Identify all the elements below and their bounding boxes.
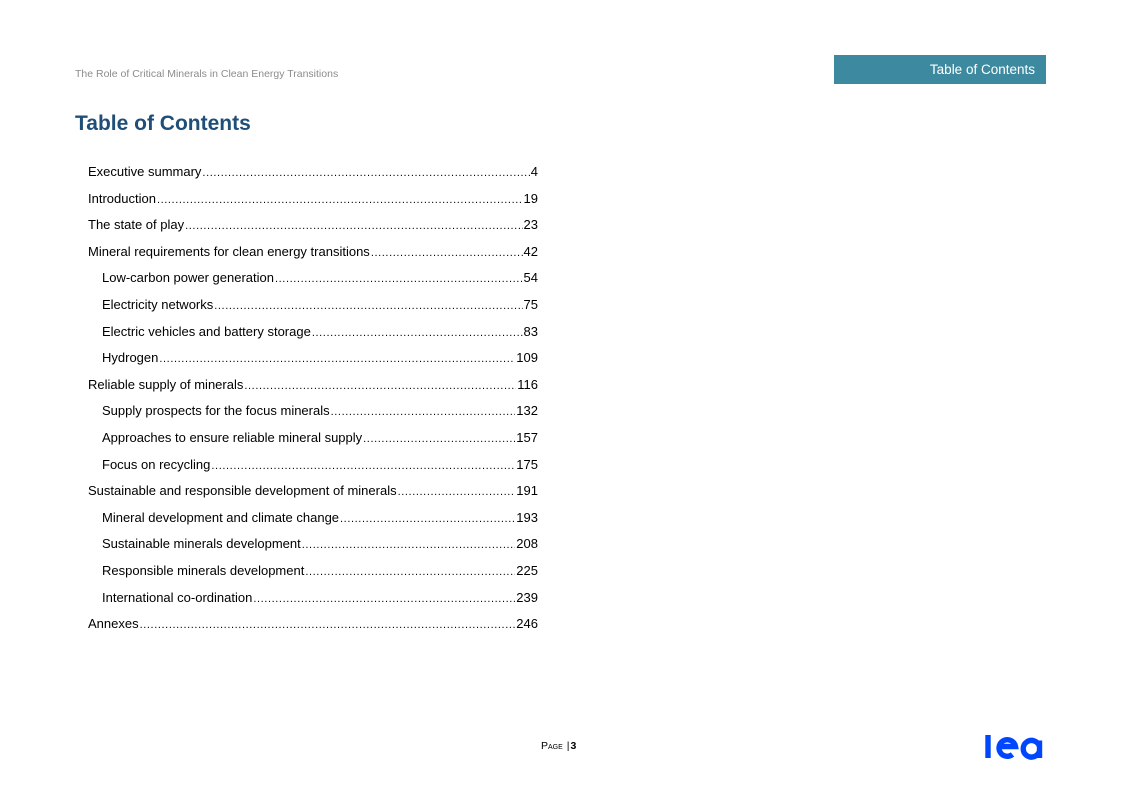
toc-entry-page: 157 bbox=[516, 429, 538, 445]
running-header-title: The Role of Critical Minerals in Clean Energy Transitions bbox=[75, 68, 339, 80]
section-tab: Table of Contents bbox=[834, 55, 1046, 84]
toc-subentry[interactable] bbox=[88, 267, 538, 294]
toc-entry-page: 225 bbox=[516, 562, 538, 578]
toc-entry-title: Focus on recycling bbox=[102, 456, 211, 472]
toc-entry[interactable] bbox=[88, 613, 538, 640]
toc-dot-leader bbox=[253, 589, 515, 610]
toc-entry-title: Annexes bbox=[88, 616, 139, 632]
toc-subentry[interactable] bbox=[88, 347, 538, 374]
toc-entry-title: Sustainable minerals development bbox=[102, 536, 301, 552]
toc-dot-leader bbox=[202, 163, 529, 184]
toc-entry-title: International co-ordination bbox=[102, 589, 253, 605]
toc-entry-page: 19 bbox=[523, 190, 538, 206]
toc-entry-title: Low-carbon power generation bbox=[102, 270, 274, 286]
toc-dot-leader bbox=[312, 323, 523, 344]
toc-entry-title: The state of play bbox=[88, 217, 185, 233]
toc-subentry[interactable] bbox=[88, 400, 538, 427]
page-title: Table of Contents bbox=[75, 112, 251, 135]
toc-entry-title: Approaches to ensure reliable mineral supply bbox=[102, 429, 363, 445]
toc-entry[interactable] bbox=[88, 161, 538, 188]
toc-entry-title: Sustainable and responsible development of minerals bbox=[88, 483, 397, 499]
toc-subentry[interactable] bbox=[88, 507, 538, 534]
toc-dot-leader bbox=[302, 535, 516, 556]
toc-dot-leader bbox=[211, 456, 515, 477]
toc-entry-page: 191 bbox=[516, 483, 538, 499]
toc-entry-page: 239 bbox=[516, 589, 538, 605]
toc-entry-title: Reliable supply of minerals bbox=[88, 376, 244, 392]
toc-dot-leader bbox=[244, 376, 516, 397]
toc-entry-title: Hydrogen bbox=[102, 350, 159, 366]
toc-entry-page: 175 bbox=[516, 456, 538, 472]
page-number: 3 bbox=[570, 740, 577, 752]
toc-entry[interactable] bbox=[88, 374, 538, 401]
toc-entry-page: 42 bbox=[523, 243, 538, 259]
toc-entry-page: 75 bbox=[523, 296, 538, 312]
page-footer bbox=[541, 740, 576, 752]
toc-entry-page: 208 bbox=[516, 536, 538, 552]
toc-dot-leader bbox=[363, 429, 515, 450]
toc-dot-leader bbox=[371, 243, 523, 264]
toc-subentry[interactable] bbox=[88, 560, 538, 587]
toc-entry-title: Electricity networks bbox=[102, 296, 214, 312]
toc-dot-leader bbox=[159, 349, 515, 370]
toc-dot-leader bbox=[331, 402, 516, 423]
toc-entry-page: 83 bbox=[523, 323, 538, 339]
iea-logo bbox=[984, 731, 1048, 761]
page-separator: | bbox=[566, 740, 570, 752]
table-of-contents bbox=[88, 161, 538, 640]
toc-entry-page: 4 bbox=[530, 164, 538, 179]
toc-dot-leader bbox=[140, 615, 516, 636]
toc-dot-leader bbox=[157, 190, 523, 211]
toc-entry-title: Electric vehicles and battery storage bbox=[102, 323, 311, 339]
toc-entry-title: Executive summary bbox=[88, 164, 202, 179]
toc-entry-page: 193 bbox=[516, 509, 538, 525]
toc-entry-title: Responsible minerals development bbox=[102, 562, 305, 578]
toc-dot-leader bbox=[340, 509, 515, 530]
toc-entry-title: Introduction bbox=[88, 190, 156, 206]
toc-dot-leader bbox=[275, 269, 523, 290]
toc-entry[interactable] bbox=[88, 480, 538, 507]
logo-letter-a bbox=[1023, 740, 1039, 758]
toc-entry[interactable] bbox=[88, 188, 538, 215]
toc-entry-page: 109 bbox=[516, 350, 538, 366]
toc-dot-leader bbox=[398, 482, 516, 503]
toc-entry-title: Supply prospects for the focus minerals bbox=[102, 403, 330, 419]
toc-entry-page: 132 bbox=[516, 403, 538, 419]
toc-subentry[interactable] bbox=[88, 587, 538, 614]
toc-entry-title: Mineral development and climate change bbox=[102, 509, 340, 525]
toc-entry-page: 116 bbox=[517, 376, 538, 392]
toc-entry[interactable] bbox=[88, 214, 538, 241]
toc-entry-page: 246 bbox=[516, 616, 538, 632]
toc-dot-leader bbox=[305, 562, 515, 583]
toc-dot-leader bbox=[185, 216, 522, 237]
toc-entry[interactable] bbox=[88, 241, 538, 268]
toc-subentry[interactable] bbox=[88, 427, 538, 454]
toc-subentry[interactable] bbox=[88, 454, 538, 481]
toc-entry-page: 54 bbox=[523, 270, 538, 286]
toc-entry-page: 23 bbox=[523, 217, 538, 233]
logo-letter-e bbox=[999, 740, 1016, 757]
toc-dot-leader bbox=[214, 296, 522, 317]
page-label: Page bbox=[541, 740, 563, 752]
toc-subentry[interactable] bbox=[88, 321, 538, 348]
toc-subentry[interactable] bbox=[88, 533, 538, 560]
toc-subentry[interactable] bbox=[88, 294, 538, 321]
toc-entry-title: Mineral requirements for clean energy transitions bbox=[88, 243, 370, 259]
